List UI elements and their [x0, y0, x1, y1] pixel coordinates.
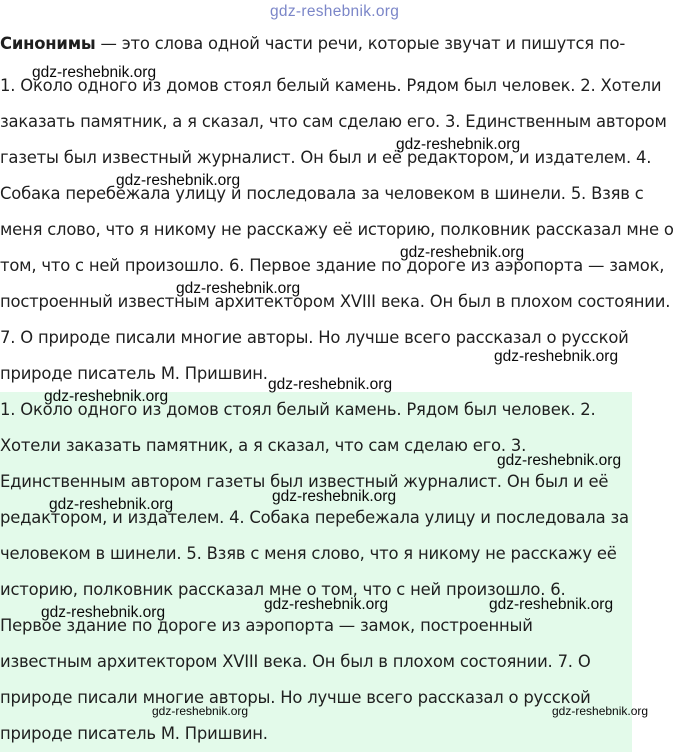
- answer-line: природе писали многие авторы. Но лучше всего рассказал о русской: [0, 688, 591, 707]
- exercise-line: 7. О природе писали многие авторы. Но лучше всего рассказал о русской: [0, 328, 629, 347]
- exercise-line: меня слово, что я никому не расскажу её историю, полковник рассказал мне о: [0, 220, 674, 239]
- exercise-line: газеты был известный журналист. Он был и её редактором, и издателем. 4.: [0, 148, 652, 167]
- answer-line: известным архитектором XVIII века. Он был в плохом состоянии. 7. О: [0, 652, 591, 671]
- exercise-line: заказать памятник, а я сказал, что сам сделаю его. 3. Единственным автором: [0, 112, 667, 131]
- exercise-line: природе писатель М. Пришвин.: [0, 364, 268, 383]
- answer-line: Хотели заказать памятник, а я сказал, что сам сделаю его. 3.: [0, 436, 527, 455]
- watermark: gdz-reshebnik.org: [44, 388, 169, 405]
- watermark: gdz-reshebnik.org: [116, 172, 241, 189]
- watermark: gdz-reshebnik.org: [552, 704, 649, 718]
- watermark: gdz-reshebnik.org: [400, 244, 525, 261]
- definition-text: — это слова одной части речи, которые звучат и пишутся по-: [95, 34, 626, 53]
- exercise-line: том, что с ней произошло. 6. Первое здание по дороге из аэропорта — замок,: [0, 256, 665, 275]
- definition-term: Синонимы: [0, 34, 96, 53]
- watermark: gdz-reshebnik.org: [152, 704, 249, 718]
- watermark: gdz-reshebnik.org: [494, 348, 619, 365]
- header-watermark: gdz-reshebnik.org: [270, 3, 400, 20]
- watermark: gdz-reshebnik.org: [396, 136, 521, 153]
- answer-line: природе писатель М. Пришвин.: [0, 724, 268, 743]
- watermark: gdz-reshebnik.org: [268, 376, 393, 393]
- answer-line: 1. Около одного из домов стоял белый камень. Рядом был человек. 2.: [0, 400, 596, 419]
- watermark: gdz-reshebnik.org: [32, 64, 157, 81]
- watermark: gdz-reshebnik.org: [41, 604, 166, 621]
- watermark: gdz-reshebnik.org: [49, 496, 174, 513]
- answer-line: редактором, и издателем. 4. Собака перебежала улицу и последовала за: [0, 508, 629, 527]
- exercise-line: 1. Около одного из домов стоял белый камень. Рядом был человек. 2. Хотели: [0, 76, 662, 95]
- watermark: gdz-reshebnik.org: [489, 596, 614, 613]
- answer-line: историю, полковник рассказал мне о том, что с ней произошло. 6.: [0, 580, 566, 599]
- exercise-line: Собака перебежала улицу и последовала за человеком в шинели. 5. Взяв с: [0, 184, 644, 203]
- answer-line: Первое здание по дороге из аэропорта — замок, построенный: [0, 616, 533, 635]
- watermark: gdz-reshebnik.org: [272, 488, 397, 505]
- watermark: gdz-reshebnik.org: [264, 596, 389, 613]
- watermark: gdz-reshebnik.org: [176, 280, 301, 297]
- answer-line: человеком в шинели. 5. Взяв с меня слово, что я никому не расскажу её: [0, 544, 617, 563]
- exercise-line: построенный известным архитектором XVIII века. Он был в плохом состоянии.: [0, 292, 671, 311]
- definition-line: [0, 34, 625, 54]
- watermark: gdz-reshebnik.org: [497, 452, 622, 469]
- answer-line: Единственным автором газеты был известный журналист. Он был и её: [0, 472, 609, 491]
